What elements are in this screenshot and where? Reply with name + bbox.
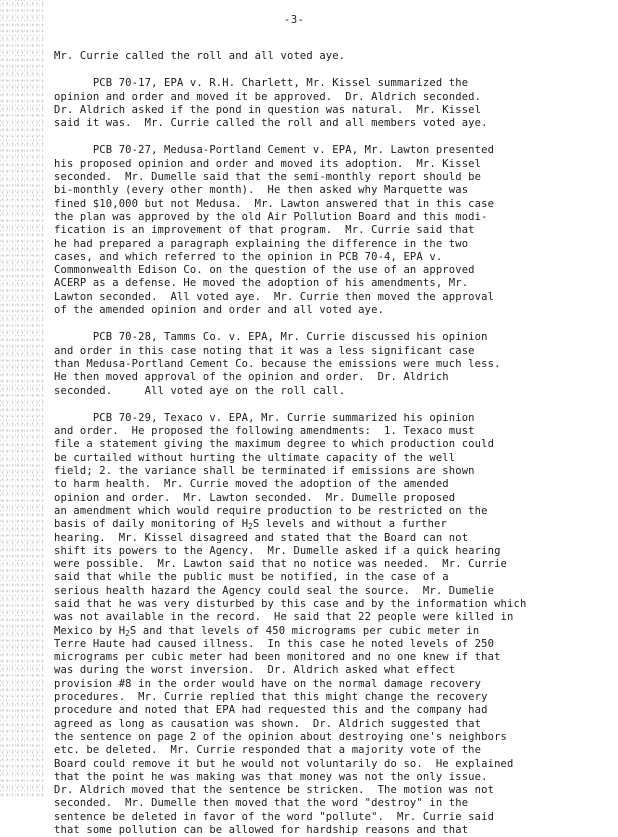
text-line: Dr. Aldrich moved that the sentence be stricken. The motion was not [54,784,495,797]
text-line: procedure and noted that EPA had requested this and the company had [54,704,488,717]
text-line: Commonwealth Edison Co. on the question of the use of an approved [54,264,475,277]
text-line: said that while the public must be notified, in the case of a [54,571,449,584]
text-line: that the point he was making was that money was not the only issue. [54,770,488,783]
scan-edge-noise [0,0,44,800]
text-line: opinion and order and moved it be approved. Dr. Aldrich seconded. [54,90,482,103]
text-line: be curtailed without hurting the ultimate capacity of the well [54,451,456,464]
text-line: field; 2. the variance shall be terminated if emissions are shown [54,465,475,478]
text-line: was not available in the record. He said that 22 people were killed in [54,611,514,624]
text-line: bi-monthly (every other month). He then asked why Marquette was [54,184,469,197]
text-line: etc. be deleted. Mr. Currie responded that a majority vote of the [54,744,482,757]
text-line: his proposed opinion and order and moved its adoption. Mr. Kissel [54,157,482,170]
document-body [54,50,602,837]
text-line: an amendment which would require production to be restricted on the [54,504,488,517]
text-line: cases, and which referred to the opinion in PCB 70-4, EPA v. [54,250,443,263]
text-line: opinion and order. Mr. Lawton seconded. Mr. Dumelle proposed [54,491,456,504]
text-line: agreed as long as causation was shown. Dr. Aldrich suggested that [54,717,482,730]
text-line: Board could remove it but he would not voluntarily do so. He explained [54,757,514,770]
text-line: the sentence on page 2 of the opinion about destroying one's neighbors [54,730,508,743]
text-line: PCB 70-29, Texaco v. EPA, Mr. Currie summarized his opinion [54,411,475,424]
text-line: ACERP as a defense. He moved the adoption of his amendments, Mr. [54,277,469,290]
paragraph-pcb-70-27 [54,144,602,317]
text-line: shift its powers to the Agency. Mr. Dumelle asked if a quick hearing [54,544,501,557]
text-line: basis of daily monitoring of $H_2S$ levels and without a further [54,518,448,532]
text-line: said that he was very disturbed by this case and by the information which [54,597,527,610]
text-line: and order in this case noting that it was a less significant case [54,344,475,357]
text-line: of the amended opinion and order and all voted aye. [54,304,385,317]
paragraph-pcb-70-29 [54,412,602,837]
text-line: than Medusa-Portland Cement Co. because the emissions were much less. [54,357,501,370]
text-line: PCB 70-28, Tamms Co. v. EPA, Mr. Currie discussed his opinion [54,331,488,344]
text-line: Dr. Aldrich asked if the pond in question was natural. Mr. Kissel [54,103,482,116]
text-line: PCB 70-27, Medusa-Portland Cement v. EPA, Mr. Lawton presented [54,144,495,157]
paragraph-pcb-70-28 [54,331,602,397]
text-line: Mr. Currie called the roll and all voted aye. [54,50,346,62]
page-number: -3- [284,14,305,26]
text-line: hearing. Mr. Kissel disagreed and stated that the Board can not [54,531,469,544]
text-line: to harm health. Mr. Currie moved the adoption of the amended [54,478,449,491]
text-line: that some pollution can be allowed for hardship reasons and that [54,824,469,837]
text-line: fined $10,000 but not Medusa. Mr. Lawton answered that in this case [54,197,495,210]
text-line: he had prepared a paragraph explaining the difference in the two [54,237,469,250]
text-line: the plan was approved by the old Air Pollution Board and this modi- [54,210,488,223]
text-line: was during the worst inversion. Dr. Aldrich asked what effect [54,664,456,677]
text-line: seconded. All voted aye on the roll call. [54,384,346,397]
text-line: provision #8 in the order would have on the normal damage recovery [54,677,482,690]
text-line: Mexico by $H_2S$ and that levels of 450 micrograms per cubic meter in [54,624,480,638]
text-line: He then moved approval of the opinion and order. Dr. Aldrich [54,371,449,384]
text-line: Terre Haute had caused illness. In this case he noted levels of 250 [54,637,495,650]
text-line: procedures. Mr. Currie replied that this might change the recovery [54,691,488,704]
text-line: file a statement giving the maximum degree to which production could [54,438,495,451]
paragraph-roll-call [54,50,602,63]
text-line: fication is an improvement of that program. Mr. Currie said that [54,224,475,237]
text-line: sentence be deleted in favor of the word "pollute". Mr. Currie said [54,810,495,823]
text-line: and order. He proposed the following amendments: 1. Texaco must [54,425,475,438]
text-line: seconded. Mr. Dumelle then moved that the word "destroy" in the [54,797,469,810]
text-line: PCB 70-17, EPA v. R.H. Charlett, Mr. Kissel summarized the [54,77,469,90]
text-line: were possible. Mr. Lawton said that no notice was needed. Mr. Currie [54,558,508,571]
paragraph-pcb-70-17 [54,77,602,130]
text-line: serious health hazard the Agency could seal the source. Mr. Dumelie [54,584,495,597]
text-line: Lawton seconded. All voted aye. Mr. Currie then moved the approval [54,290,495,303]
text-line: seconded. Mr. Dumelle said that the semi-monthly report should be [54,171,482,184]
text-line: said it was. Mr. Currie called the roll and all members voted aye. [54,117,488,130]
text-line: micrograms per cubic meter had been monitored and no one knew if that [54,651,501,664]
